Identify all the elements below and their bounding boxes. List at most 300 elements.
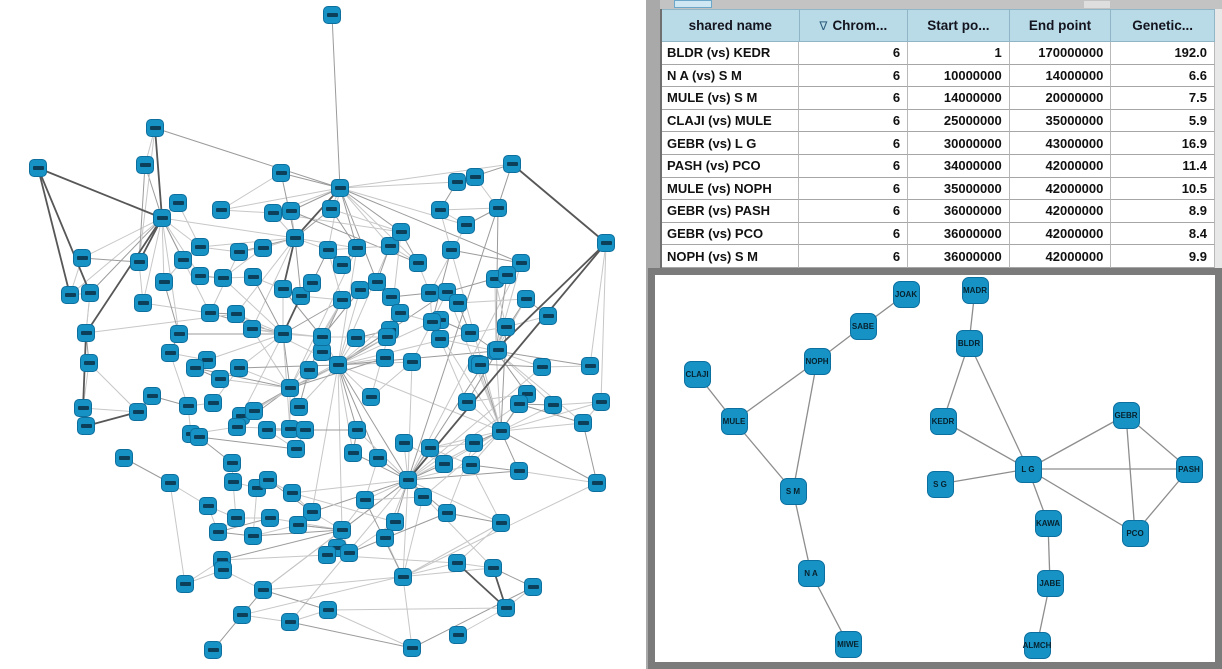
node-label <box>78 406 89 410</box>
network-node[interactable] <box>174 251 192 269</box>
network-node[interactable] <box>230 243 248 261</box>
network-node[interactable] <box>211 370 229 388</box>
node-label <box>178 258 189 262</box>
node-label <box>287 491 298 495</box>
edge-table-panel <box>660 0 1222 268</box>
node-label <box>234 366 245 370</box>
network-node[interactable] <box>492 422 510 440</box>
network-node[interactable] <box>199 497 217 515</box>
network-node[interactable] <box>448 554 466 572</box>
network-node[interactable] <box>533 358 551 376</box>
table-cell: 30000000 <box>908 132 1010 155</box>
network-node[interactable] <box>399 471 417 489</box>
node-label <box>351 336 362 340</box>
network-node[interactable] <box>258 421 276 439</box>
network-node[interactable] <box>274 280 292 298</box>
network-node[interactable] <box>489 341 507 359</box>
node-label <box>585 364 596 368</box>
subnetwork-edges <box>655 275 1215 662</box>
network-node[interactable] <box>329 356 347 374</box>
network-node[interactable] <box>323 6 341 24</box>
network-node[interactable] <box>340 544 358 562</box>
network-node[interactable] <box>574 414 592 432</box>
network-node[interactable] <box>466 168 484 186</box>
network-node[interactable] <box>179 397 197 415</box>
network-node[interactable] <box>201 304 219 322</box>
node-label <box>548 403 559 407</box>
network-node[interactable] <box>161 344 179 362</box>
column-header-chromosome[interactable] <box>800 9 909 42</box>
network-node[interactable] <box>331 179 349 197</box>
network-node[interactable] <box>224 473 242 491</box>
network-node[interactable] <box>191 267 209 285</box>
network-node-madr[interactable]: MADR <box>962 277 989 304</box>
table-cell: 36000000 <box>908 245 1010 268</box>
table-cell: 14000000 <box>1010 65 1112 88</box>
node-label <box>203 504 214 508</box>
node-label <box>205 311 216 315</box>
network-node[interactable] <box>356 491 374 509</box>
node-label <box>528 585 539 589</box>
network-node[interactable] <box>462 456 480 474</box>
node-label <box>452 561 463 565</box>
node-label <box>228 480 239 484</box>
node-label <box>385 244 396 248</box>
network-node[interactable] <box>143 387 161 405</box>
network-node[interactable] <box>214 269 232 287</box>
network-node[interactable] <box>161 474 179 492</box>
attribute-table <box>660 9 1215 268</box>
network-node[interactable] <box>264 204 282 222</box>
network-node[interactable] <box>169 194 187 212</box>
node-label <box>276 171 287 175</box>
filter-funnel-icon[interactable]: ∇ <box>819 18 828 33</box>
node-label <box>322 553 333 557</box>
subnetwork-panel <box>648 268 1222 669</box>
network-node[interactable] <box>449 294 467 312</box>
network-node[interactable] <box>369 449 387 467</box>
network-node-s-m[interactable]: S M <box>780 478 807 505</box>
node-label <box>278 332 289 336</box>
network-node[interactable] <box>497 318 515 336</box>
network-node-pash[interactable]: PASH <box>1176 456 1203 483</box>
network-node[interactable] <box>303 274 321 292</box>
network-node[interactable] <box>254 239 272 257</box>
network-node[interactable] <box>498 266 516 284</box>
network-node[interactable] <box>283 484 301 502</box>
network-node[interactable] <box>254 581 272 599</box>
node-label <box>425 446 436 450</box>
network-node[interactable] <box>227 509 245 527</box>
node-label <box>81 331 92 335</box>
network-node[interactable] <box>296 421 314 439</box>
node-label <box>140 163 151 167</box>
node-label <box>399 441 410 445</box>
node-label <box>372 280 383 284</box>
node-label <box>248 275 259 279</box>
node-label <box>407 646 418 650</box>
node-label <box>119 456 130 460</box>
network-node[interactable] <box>61 286 79 304</box>
network-node[interactable] <box>286 229 304 247</box>
network-edge <box>601 243 606 402</box>
node-label <box>232 425 243 429</box>
network-edge <box>328 610 412 648</box>
table-cell: 6 <box>799 65 908 88</box>
network-node[interactable] <box>484 559 502 577</box>
column-header-genetic[interactable] <box>1111 9 1215 42</box>
network-node[interactable] <box>281 379 299 397</box>
network-edge <box>290 622 412 648</box>
node-label <box>502 273 513 277</box>
node-label <box>258 246 269 250</box>
table-cell: 6 <box>799 178 908 201</box>
network-node-kawa[interactable]: KAWA <box>1035 510 1062 537</box>
network-node[interactable] <box>394 568 412 586</box>
table-cell: 8.9 <box>1111 200 1215 223</box>
node-label <box>596 400 607 404</box>
network-node-joak[interactable]: JOAK <box>893 281 920 308</box>
table-cell: 6 <box>799 245 908 268</box>
table-cell: 9.9 <box>1111 245 1215 268</box>
table-cell: 1 <box>908 42 1010 65</box>
network-node[interactable] <box>449 626 467 644</box>
table-cell: 11.4 <box>1111 155 1215 178</box>
network-node[interactable] <box>244 527 262 545</box>
node-label <box>352 246 363 250</box>
network-node[interactable] <box>431 201 449 219</box>
network-node[interactable] <box>115 449 133 467</box>
network-node[interactable] <box>204 641 222 659</box>
network-node[interactable] <box>74 399 92 417</box>
network-node[interactable] <box>524 578 542 596</box>
network-node[interactable] <box>544 396 562 414</box>
node-label <box>165 481 176 485</box>
node-label <box>380 536 391 540</box>
network-edge <box>403 497 423 577</box>
network-node[interactable] <box>414 488 432 506</box>
scroll-thumb-icon[interactable] <box>674 0 712 8</box>
network-node[interactable] <box>153 209 171 227</box>
network-node[interactable] <box>333 521 351 539</box>
network-node[interactable] <box>176 575 194 593</box>
network-node[interactable] <box>318 546 336 564</box>
network-node[interactable] <box>344 444 362 462</box>
node-label <box>475 363 486 367</box>
network-node[interactable] <box>442 241 460 259</box>
node-label <box>195 245 206 249</box>
scroll-segment[interactable] <box>1084 1 1110 8</box>
network-node[interactable] <box>348 421 366 439</box>
node-label <box>453 633 464 637</box>
network-node[interactable] <box>392 223 410 241</box>
table-row[interactable] <box>662 245 1215 268</box>
table-row[interactable] <box>662 132 1215 155</box>
node-label <box>173 201 184 205</box>
network-edge <box>403 577 412 648</box>
network-node[interactable] <box>421 284 439 302</box>
network-edge <box>1028 415 1126 469</box>
network-node[interactable] <box>204 394 222 412</box>
table-cell: 36000000 <box>908 223 1010 246</box>
table-row[interactable] <box>662 178 1215 201</box>
node-label <box>138 301 149 305</box>
node-label <box>493 206 504 210</box>
network-node[interactable] <box>431 330 449 348</box>
network-node[interactable] <box>223 454 241 472</box>
network-node[interactable] <box>465 434 483 452</box>
node-label <box>157 216 168 220</box>
table-cell: 6 <box>799 223 908 246</box>
network-node[interactable] <box>348 239 366 257</box>
network-node[interactable] <box>300 361 318 379</box>
network-node[interactable] <box>274 325 292 343</box>
table-cell: 14000000 <box>908 87 1010 110</box>
network-node[interactable] <box>391 304 409 322</box>
node-label <box>380 356 391 360</box>
network-node-noph[interactable]: NOPH <box>804 348 831 375</box>
network-node[interactable] <box>80 354 98 372</box>
node-label <box>333 363 344 367</box>
table-cell: 6 <box>799 200 908 223</box>
network-node-l-g[interactable]: L G <box>1015 456 1042 483</box>
network-node[interactable] <box>290 398 308 416</box>
network-node[interactable] <box>289 516 307 534</box>
node-label <box>268 211 279 215</box>
network-node[interactable] <box>259 471 277 489</box>
node-label <box>33 166 44 170</box>
network-node-pco[interactable]: PCO <box>1122 520 1149 547</box>
node-label <box>323 248 334 252</box>
table-cell: 35000000 <box>908 178 1010 201</box>
node-label <box>507 162 518 166</box>
network-node[interactable] <box>77 417 95 435</box>
network-node[interactable] <box>597 234 615 252</box>
table-row[interactable] <box>662 65 1215 88</box>
network-node[interactable] <box>539 307 557 325</box>
network-node[interactable] <box>322 200 340 218</box>
node-label <box>195 274 206 278</box>
network-edge <box>458 299 526 303</box>
node-label <box>65 293 76 297</box>
node-label <box>344 551 355 555</box>
network-node[interactable] <box>395 434 413 452</box>
network-node[interactable] <box>376 529 394 547</box>
network-node[interactable] <box>592 393 610 411</box>
node-label <box>133 410 144 414</box>
network-node[interactable] <box>403 639 421 657</box>
network-node[interactable] <box>376 349 394 367</box>
network-node[interactable] <box>457 216 475 234</box>
network-node[interactable] <box>233 606 251 624</box>
network-node[interactable] <box>409 254 427 272</box>
network-node[interactable] <box>503 155 521 173</box>
node-label <box>231 312 242 316</box>
network-edge <box>155 128 340 188</box>
network-node[interactable] <box>421 439 439 457</box>
network-node[interactable] <box>403 353 421 371</box>
node-label <box>425 291 436 295</box>
table-row[interactable] <box>662 200 1215 223</box>
network-node[interactable] <box>378 328 396 346</box>
node-label <box>248 534 259 538</box>
network-node[interactable] <box>351 281 369 299</box>
network-edge <box>1126 415 1135 533</box>
network-node[interactable] <box>77 324 95 342</box>
network-node-claji[interactable]: CLAJI <box>684 361 711 388</box>
network-node[interactable] <box>230 359 248 377</box>
node-label <box>285 620 296 624</box>
node-label <box>215 377 226 381</box>
node-label <box>453 301 464 305</box>
network-node-mule[interactable]: MULE <box>721 408 748 435</box>
network-node[interactable] <box>134 294 152 312</box>
table-row[interactable] <box>662 155 1215 178</box>
table-cell: MULE (vs) S M <box>662 87 799 110</box>
network-node[interactable] <box>423 313 441 331</box>
network-node[interactable] <box>333 256 351 274</box>
network-node[interactable] <box>581 357 599 375</box>
network-node-s-g[interactable]: S G <box>927 471 954 498</box>
node-label <box>446 248 457 252</box>
table-row[interactable] <box>662 223 1215 246</box>
node-label <box>501 606 512 610</box>
node-label <box>355 288 366 292</box>
table-cell: 192.0 <box>1111 42 1215 65</box>
network-edge-bold <box>86 218 162 333</box>
node-label <box>395 311 406 315</box>
network-node-gebr[interactable]: GEBR <box>1113 402 1140 429</box>
network-node[interactable] <box>492 514 510 532</box>
node-label <box>439 462 450 466</box>
network-edge <box>338 365 342 530</box>
network-node[interactable] <box>588 474 606 492</box>
node-label <box>263 478 274 482</box>
table-cell: 6 <box>799 155 908 178</box>
network-node[interactable] <box>448 173 466 191</box>
network-node[interactable] <box>29 159 47 177</box>
network-node[interactable] <box>81 284 99 302</box>
network-node[interactable] <box>227 305 245 323</box>
node-label <box>461 223 472 227</box>
table-cell: 8.4 <box>1111 223 1215 246</box>
column-header-end-point[interactable] <box>1010 9 1112 42</box>
network-node[interactable] <box>471 356 489 374</box>
node-label <box>265 516 276 520</box>
node-label <box>390 520 401 524</box>
node-label <box>134 260 145 264</box>
network-node[interactable] <box>129 403 147 421</box>
network-node[interactable] <box>146 119 164 137</box>
network-edge <box>408 362 412 480</box>
network-node[interactable] <box>228 418 246 436</box>
node-label <box>373 456 384 460</box>
network-node[interactable] <box>287 440 305 458</box>
network-node[interactable] <box>461 324 479 342</box>
network-edge <box>969 343 1028 469</box>
network-node-n-a[interactable]: N A <box>798 560 825 587</box>
network-node[interactable] <box>73 249 91 267</box>
network-node[interactable] <box>243 320 261 338</box>
network-edge <box>332 15 340 188</box>
table-cell: GEBR (vs) PCO <box>662 223 799 246</box>
network-node[interactable] <box>438 504 456 522</box>
network-node-bldr[interactable]: BLDR <box>956 330 983 357</box>
column-header-start-point[interactable] <box>908 9 1010 42</box>
network-node[interactable] <box>319 601 337 619</box>
column-header-shared-name[interactable] <box>662 9 800 42</box>
network-node[interactable] <box>245 402 263 420</box>
network-node[interactable] <box>313 328 331 346</box>
node-label <box>543 314 554 318</box>
node-label <box>183 404 194 408</box>
network-node[interactable] <box>510 462 528 480</box>
table-row[interactable] <box>662 110 1215 133</box>
network-node[interactable] <box>190 428 208 446</box>
network-node[interactable] <box>435 455 453 473</box>
network-node[interactable] <box>209 523 227 541</box>
network-node[interactable] <box>458 393 476 411</box>
subnetwork-view[interactable] <box>655 275 1215 662</box>
node-label <box>427 320 438 324</box>
network-node[interactable] <box>186 359 204 377</box>
network-node[interactable] <box>191 238 209 256</box>
node-label <box>442 290 453 294</box>
node-label <box>348 451 359 455</box>
network-node[interactable] <box>510 395 528 413</box>
node-label <box>296 294 307 298</box>
network-node[interactable] <box>261 509 279 527</box>
network-node[interactable] <box>333 291 351 309</box>
network-node[interactable] <box>282 202 300 220</box>
network-node[interactable] <box>362 388 380 406</box>
node-label <box>435 337 446 341</box>
network-node-miwe[interactable]: MIWE <box>835 631 862 658</box>
network-node-sabe[interactable]: SABE <box>850 313 877 340</box>
network-edge <box>340 182 457 188</box>
table-cell: MULE (vs) NOPH <box>662 178 799 201</box>
network-node[interactable] <box>212 201 230 219</box>
network-node-kedr[interactable]: KEDR <box>930 408 957 435</box>
table-row[interactable] <box>662 87 1215 110</box>
node-label <box>360 498 371 502</box>
node-label <box>352 428 363 432</box>
network-node[interactable] <box>130 253 148 271</box>
node-label <box>159 280 170 284</box>
network-node[interactable] <box>281 613 299 631</box>
network-node[interactable] <box>347 329 365 347</box>
network-node[interactable] <box>170 325 188 343</box>
node-label <box>218 568 229 572</box>
network-node[interactable] <box>155 273 173 291</box>
table-cell: 34000000 <box>908 155 1010 178</box>
network-edge <box>451 250 521 263</box>
network-node[interactable] <box>244 268 262 286</box>
network-node[interactable] <box>214 561 232 579</box>
network-node[interactable] <box>136 156 154 174</box>
network-node[interactable] <box>517 290 535 308</box>
table-scrollbar-track[interactable] <box>1215 9 1222 268</box>
network-node[interactable] <box>489 199 507 217</box>
table-row[interactable] <box>662 42 1215 65</box>
node-label <box>147 394 158 398</box>
network-node[interactable] <box>272 164 290 182</box>
table-scroll-strip[interactable] <box>660 0 1222 9</box>
network-node-almch[interactable]: ALMCH <box>1024 632 1051 659</box>
network-node[interactable] <box>497 599 515 617</box>
node-label <box>521 297 532 301</box>
network-node-jabe[interactable]: JABE <box>1037 570 1064 597</box>
